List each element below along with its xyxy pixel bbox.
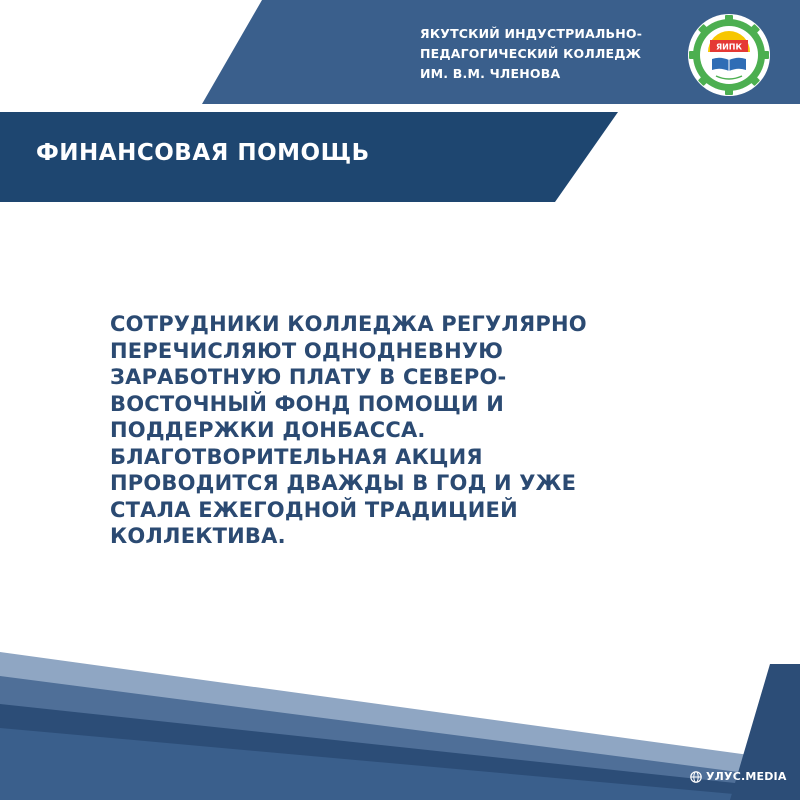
body-line: ПРОВОДИТСЯ ДВАЖДЫ В ГОД И УЖЕ	[110, 471, 577, 495]
body-line: ПЕРЕЧИСЛЯЮТ ОДНОДНЕВНУЮ	[110, 338, 504, 363]
body-line: ПОДДЕРЖКИ ДОНБАССА.	[110, 418, 426, 442]
media-credit-label: УЛУС.MEDIA	[706, 770, 787, 783]
college-name-line: ЯКУТСКИЙ ИНДУСТРИАЛЬНО-	[420, 26, 643, 41]
college-name-line: ПЕДАГОГИЧЕСКИЙ КОЛЛЕДЖ	[420, 46, 642, 61]
globe-icon	[690, 771, 702, 783]
college-logo-icon	[686, 12, 772, 98]
body-line: БЛАГОТВОРИТЕЛЬНАЯ АКЦИЯ	[110, 444, 483, 469]
media-credit	[690, 770, 787, 783]
body-line: СТАЛА ЕЖЕГОДНОЙ ТРАДИЦИЕЙ	[110, 497, 518, 522]
body-line: ЗАРАБОТНУЮ ПЛАТУ В СЕВЕРО-	[110, 365, 507, 389]
body-line: СОТРУДНИКИ КОЛЛЕДЖА РЕГУЛЯРНО	[110, 312, 587, 336]
logo-text: ЯИПК	[715, 42, 743, 52]
body-line: КОЛЛЕКТИВА.	[110, 524, 286, 548]
body-line: ВОСТОЧНЫЙ ФОНД ПОМОЩИ И	[110, 391, 504, 416]
college-name-line: ИМ. В.М. ЧЛЕНОВА	[420, 66, 561, 81]
section-title: ФИНАНСОВАЯ ПОМОЩЬ	[36, 140, 370, 166]
body-text	[110, 311, 587, 550]
college-name	[420, 24, 670, 84]
